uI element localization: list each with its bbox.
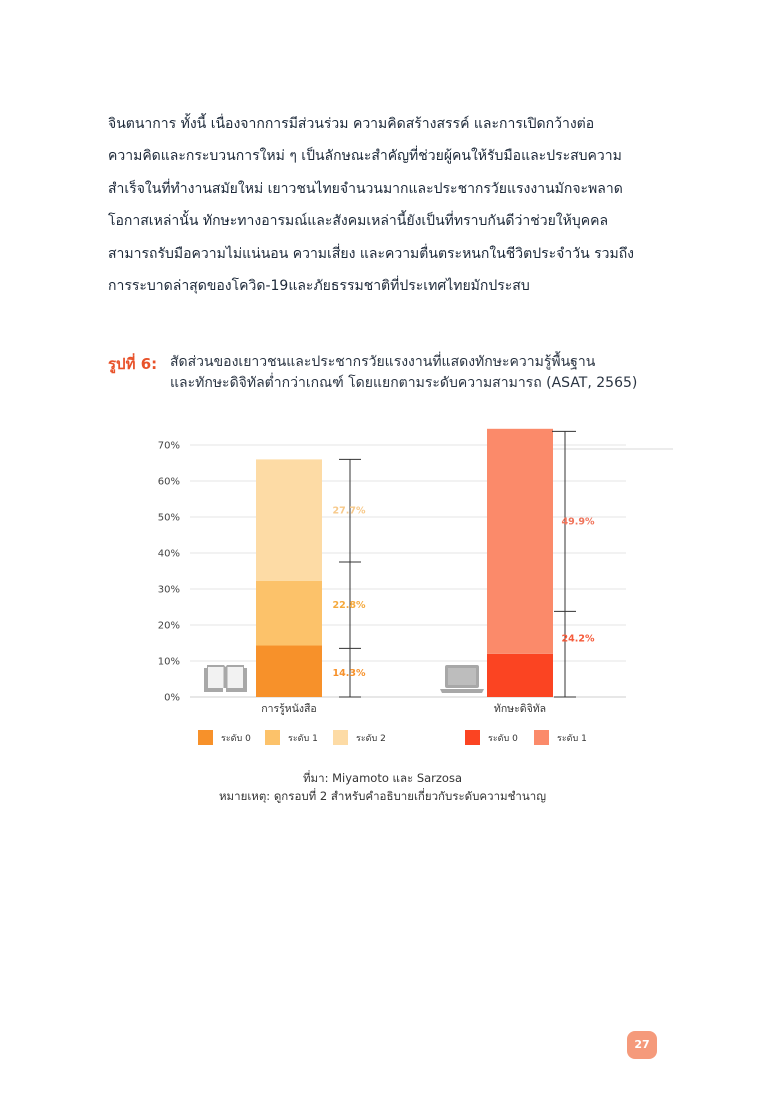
legend-label: ระดับ 0: [221, 734, 251, 744]
y-tick-label: 30%: [157, 584, 180, 596]
value-label: 24.2%: [561, 633, 595, 645]
category-labels: [261, 702, 546, 715]
y-tick-label: 0%: [164, 692, 180, 704]
legend-swatch: [465, 730, 480, 745]
legend-label: ระดับ 2: [356, 734, 386, 744]
paragraph-line: สามารถรับมือความไม่แน่นอน ความเสี่ยง และความตื่นตระหนกในชีวิตประจำวัน รวมถึง: [108, 245, 635, 262]
book-icon: [204, 665, 247, 692]
y-axis: [158, 441, 180, 704]
value-label: 22.8%: [332, 600, 366, 612]
paragraph-line: ความคิดและกระบวนการใหม่ ๆ เป็นลักษณะสำคัญที่ช่วยผู้คนให้รับมือและประสบความ: [108, 148, 622, 165]
legend-label: ระดับ 0: [488, 734, 518, 744]
value-label: 49.9%: [561, 516, 595, 528]
legend-swatch: [198, 730, 213, 745]
y-tick-label: 20%: [157, 620, 180, 632]
bar-segment: [256, 646, 322, 697]
figure-title-line-1: สัดส่วนของเยาวชนและประชากรวัยแรงงานที่แสดงทักษะความรู้พื้นฐาน: [170, 354, 596, 370]
y-tick-label: 50%: [157, 512, 180, 524]
legend-label: ระดับ 1: [557, 734, 587, 744]
value-label: 27.7%: [332, 505, 366, 517]
chart-legend: [198, 730, 587, 745]
figure-source: ที่มา: Miyamoto และ Sarzosa: [302, 771, 463, 785]
category-label: การรู้หนังสือ: [261, 703, 317, 715]
legend-swatch: [265, 730, 280, 745]
paragraph-line: จินตนาการ ทั้งนี้ เนื่องจากการมีส่วนร่วม ความคิดสร้างสรรค์ และการเปิดกว้างต่อ: [108, 116, 595, 132]
bar-segment: [487, 654, 553, 697]
bar-segment: [487, 429, 553, 654]
paragraph-line: การระบาดล่าสุดของโควิด-19และภัยธรรมชาติที่ประเทศไทยมักประสบ: [108, 278, 530, 295]
y-tick-label: 70%: [157, 440, 180, 452]
bar-segment: [256, 581, 322, 646]
figure-note: หมายเหตุ: ดูกรอบที่ 2 สำหรับคำอธิบายเกี่ยวกับระดับความชำนาญ: [218, 789, 547, 803]
bar-segment: [256, 459, 322, 580]
chart-bars: [256, 429, 553, 697]
value-label: 14.3%: [332, 668, 366, 679]
paragraph-line: สำเร็จในที่ทำงานสมัยใหม่ เยาวชนไทยจำนวนมากและประชากรวัยแรงงานมักจะพลาด: [108, 180, 623, 197]
legend-label: ระดับ 1: [288, 734, 318, 744]
legend-swatch: [534, 730, 549, 745]
value-labels: [333, 506, 595, 679]
category-label: ทักษะดิจิทัล: [493, 703, 547, 715]
page-number: 27: [627, 1031, 657, 1059]
laptop-icon: [440, 665, 484, 693]
y-tick-label: 60%: [157, 476, 180, 488]
y-tick-label: 10%: [157, 656, 180, 668]
legend-swatch: [333, 730, 348, 745]
figure-label: รูปที่ 6:: [108, 355, 158, 373]
figure-title-line-2: และทักษะดิจิทัลต่ำกว่าเกณฑ์ โดยแยกตามระดับความสามารถ (ASAT, 2565): [170, 375, 638, 391]
y-tick-label: 40%: [157, 548, 180, 560]
paragraph-line: โอกาสเหล่านั้น ทักษะทางอารมณ์และสังคมเหล่านี้ยังเป็นที่ทราบกันดีว่าช่วยให้บุคคล: [108, 213, 609, 230]
